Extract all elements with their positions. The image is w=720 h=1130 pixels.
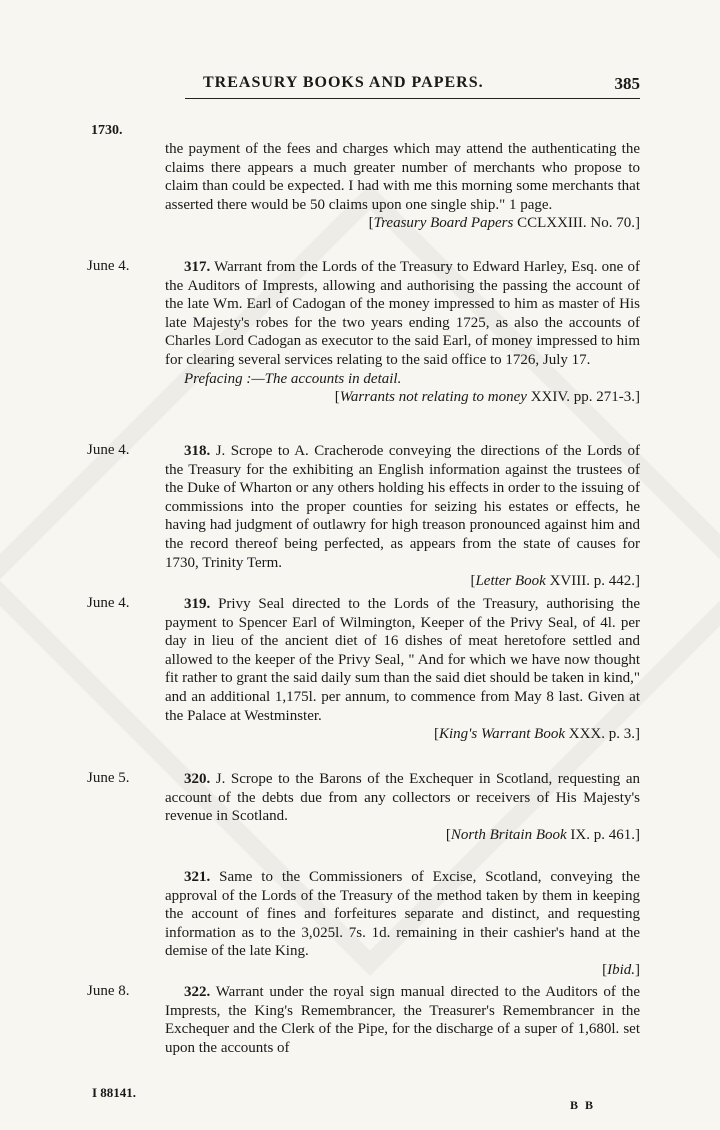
- entry-text: 318. J. Scrope to A. Cracherode conveying the directions of the Lords of the Treasury for the exhibiting an English information against the trustees of the Duke of Wharton or any others holding his effects in order to the issuing of commissions into the proper counties for seizing his estates or effects, he having had judgment of outlawry for high treason pronounced against him and the record thereof being perfected, as appears from the state of causes for 1730, Trinity Term.: [165, 443, 640, 571]
- entry-date: June 5.: [87, 770, 130, 786]
- gutter-year: 1730.: [91, 123, 123, 138]
- entry-322: [165, 983, 640, 1057]
- entry-date: June 4.: [87, 258, 130, 274]
- entry-317: [165, 258, 640, 407]
- entry-continuation: [165, 140, 640, 233]
- entry-reference: [Letter Book XVIII. p. 442.]: [470, 573, 640, 590]
- entry-321: [165, 868, 640, 980]
- entry-reference: [King's Warrant Book XXX. p. 3.]: [434, 726, 640, 743]
- gathering-mark: B B: [570, 1098, 596, 1112]
- signature-mark: I 88141.: [92, 1085, 137, 1100]
- page-number: 385: [614, 74, 640, 93]
- entry-text: the payment of the fees and charges which may attend the authenticating the claims there appears a much greater number of merchants who propose to claim than could be expected. I had with me this morning some merchants that asserted there would be 50 claims upon one single ship." 1 page.: [165, 141, 640, 213]
- entry-reference: [Treasury Board Papers CCLXXIII. No. 70.]: [368, 215, 640, 232]
- entry-320: [165, 770, 640, 844]
- entry-date: June 8.: [87, 983, 130, 999]
- entry-text: 320. J. Scrope to the Barons of the Exchequer in Scotland, requesting an account of the debts due from any collectors or receivers of His Majesty's revenue in Scotland.: [165, 771, 640, 825]
- entry-319: [165, 595, 640, 744]
- entry-reference: [North Britain Book IX. p. 461.]: [445, 826, 640, 843]
- entry-date: June 4.: [87, 595, 130, 611]
- entry-318: [165, 442, 640, 591]
- entry-text: 322. Warrant under the royal sign manual directed to the Auditors of the Imprests, the King's Remembrancer, the Treasurer's Remembrancer in the Exchequer and the Clerk of the Pipe, for the discharge of a super of 1,680l. set upon the accounts of: [165, 984, 640, 1056]
- entry-reference: [Warrants not relating to money XXIV. pp. 271-3.]: [334, 389, 640, 406]
- running-header: [165, 74, 640, 104]
- entry-prefacing: Prefacing :—The accounts in detail.: [184, 370, 402, 387]
- running-title: TREASURY BOOKS AND PAPERS.: [203, 74, 484, 91]
- entry-text: 319. Privy Seal directed to the Lords of the Treasury, authorising the payment to Spencer Earl of Wilmington, Keeper of the Privy Seal, of 4l. per day in lieu of the ancient diet of 16 dishes of meat heretofore settled and allowed to the keeper of the Privy Seal, " And for which we have now thought fit rather to grant the said daily sum than the said diet should be taken in kind," and an additional 1,175l. per annum, to commence from May 8 last. Given at the Palace at Westminster.: [165, 596, 640, 724]
- header-rule: [185, 98, 640, 99]
- entry-text: 317. Warrant from the Lords of the Treasury to Edward Harley, Esq. one of the Auditors of Imprests, allowing and authorising the passing the account of the late Wm. Earl of Cadogan of the money impressed to him as master of His late Majesty's robes for the two years ending 1725, as also the accounts of Charles Lord Cadogan as executor to the said Earl, of money impressed to him for clearing several services relating to the said office to 1726, July 17.: [165, 259, 640, 368]
- entry-text: 321. Same to the Commissioners of Excise, Scotland, conveying the approval of the Lords of the Treasury of the method taken by them in keeping the account of fines and forfeitures separate and distinct, and requesting information as to the 3,025l. 7s. 1d. remaining in their cashier's hand at the demise of the late King.: [165, 869, 640, 960]
- entry-date: June 4.: [87, 442, 130, 458]
- entry-reference: [Ibid.]: [602, 961, 640, 978]
